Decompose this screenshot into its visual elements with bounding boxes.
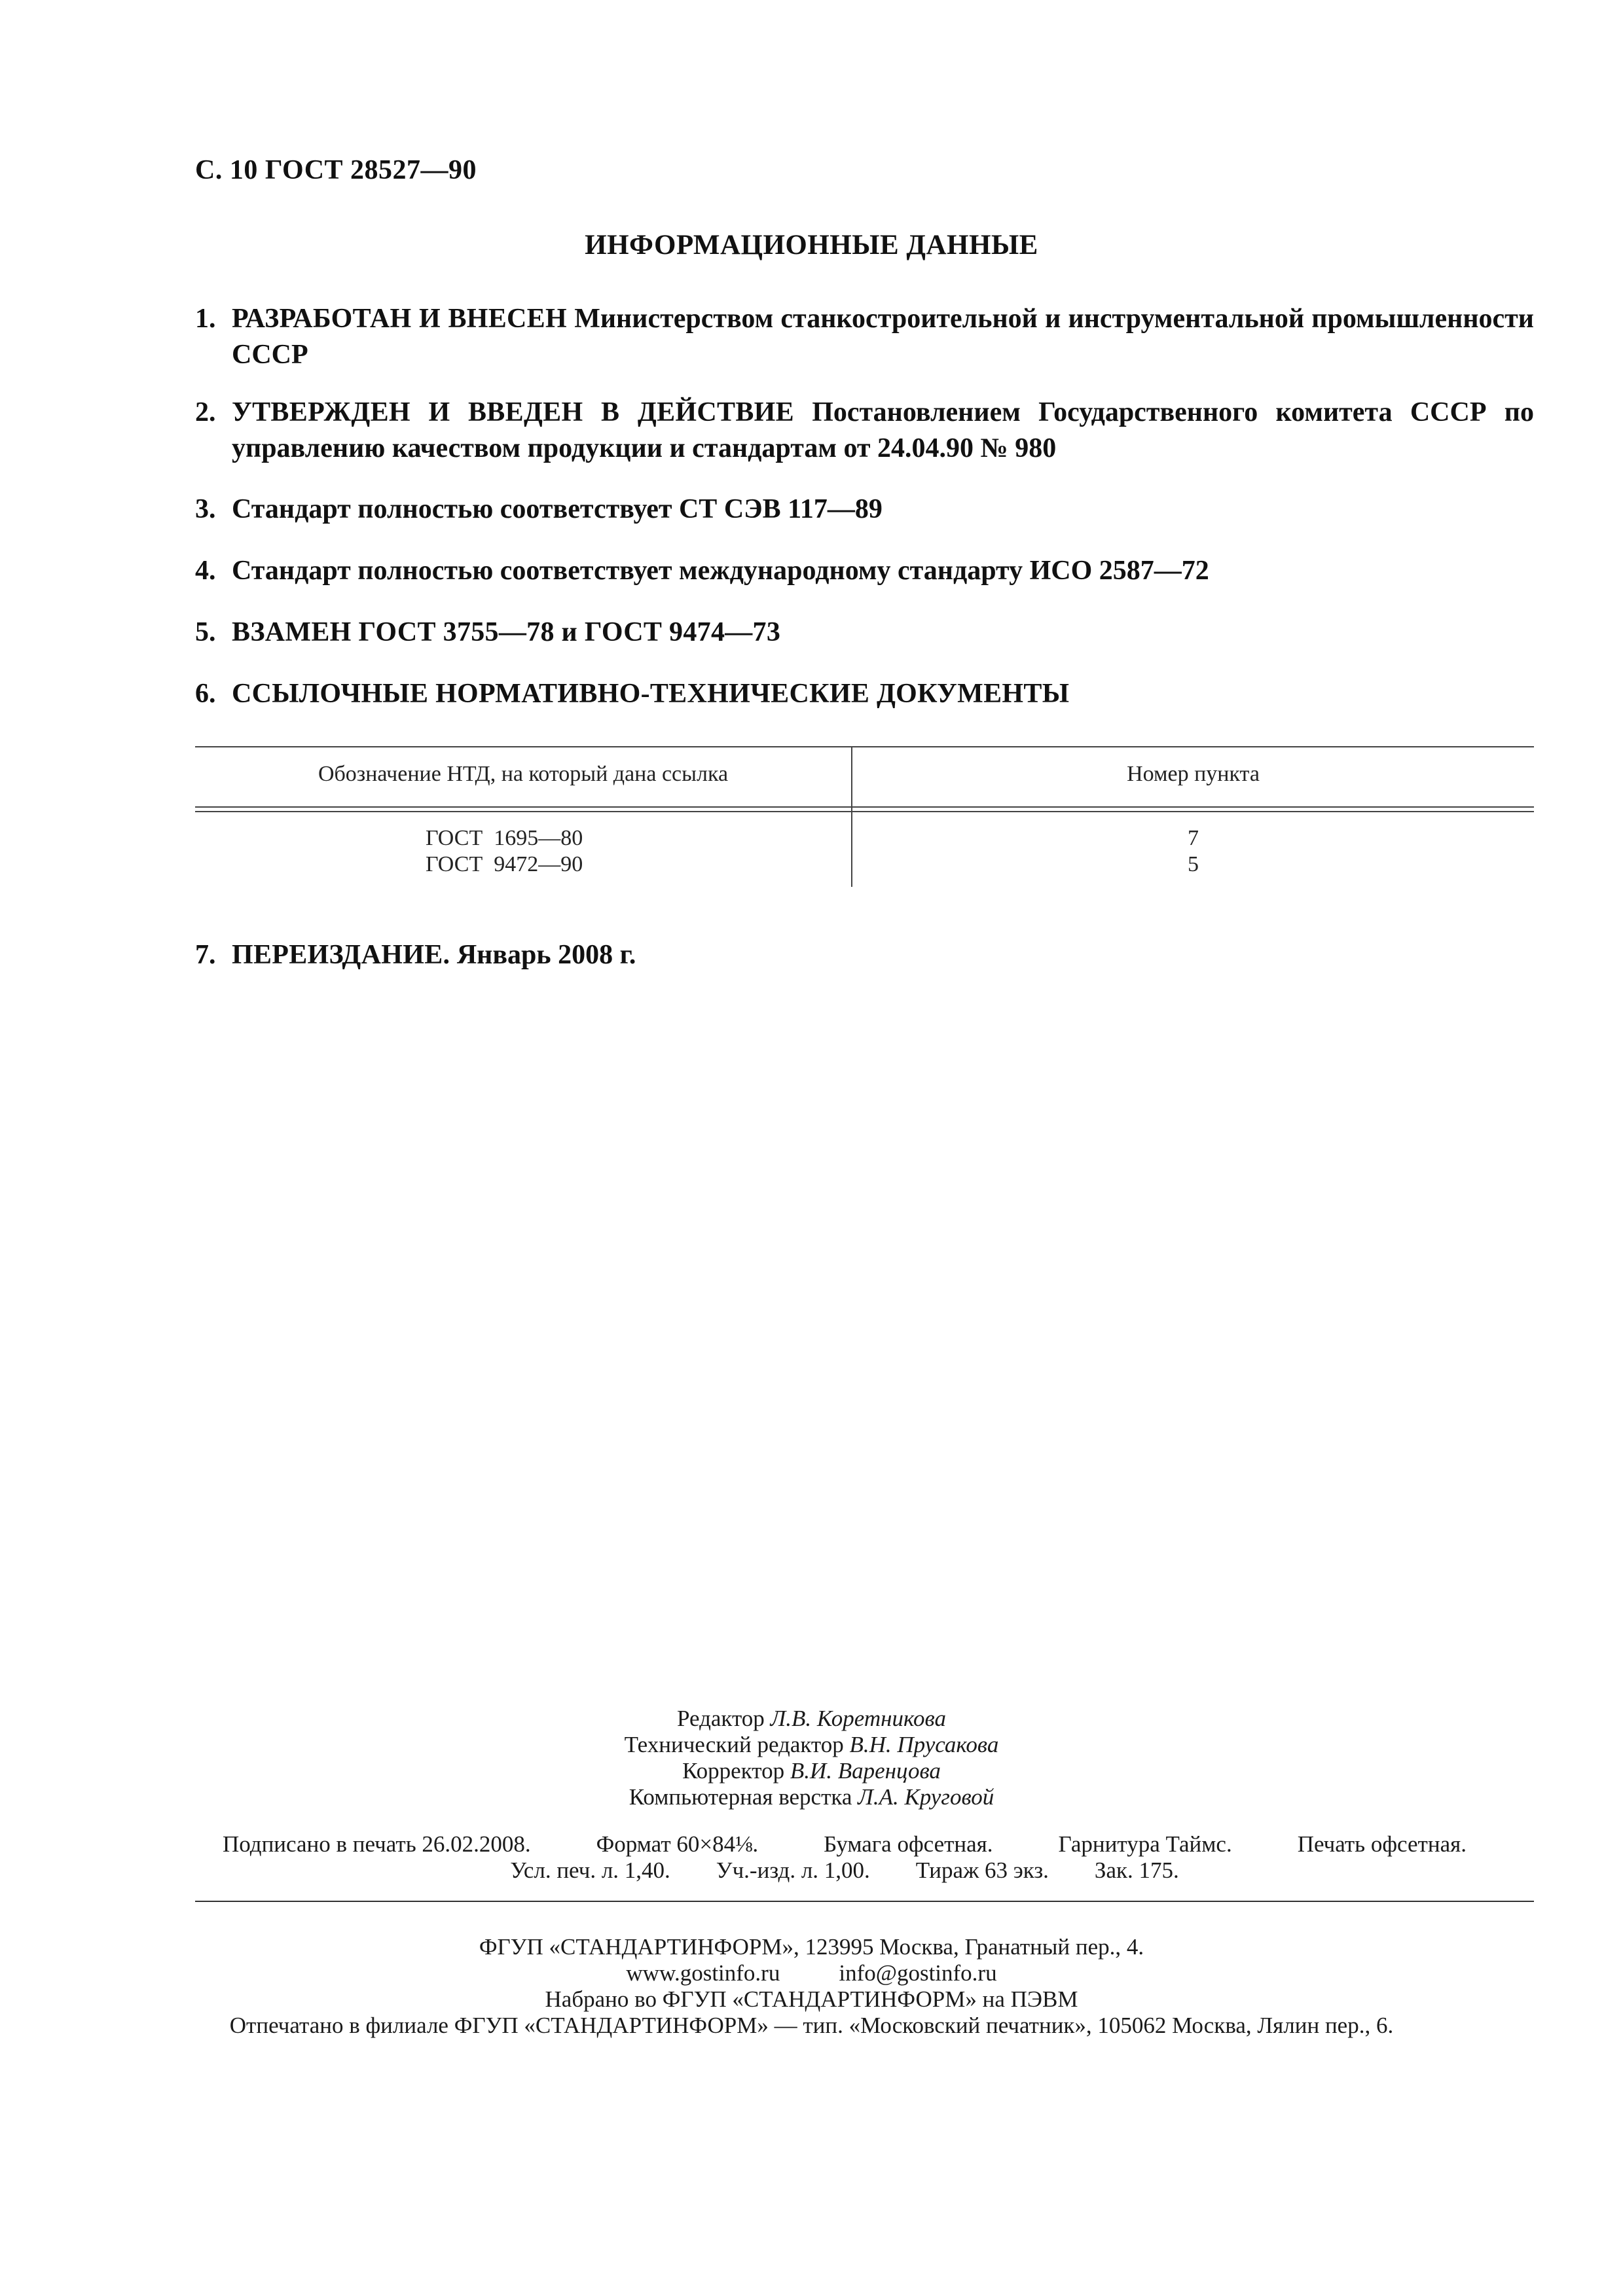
table-cell-document: ГОСТ 1695—80 (426, 826, 583, 850)
item-number: 2. (195, 397, 216, 427)
reference-documents-table (195, 746, 1534, 887)
publisher-email: info@gostinfo.ru (839, 1960, 997, 1986)
imprint-divider (195, 1901, 1534, 1902)
paper-type: Бумага офсетная. (824, 1831, 993, 1857)
credit-name: Л.А. Круговой (858, 1784, 994, 1810)
credits-block (0, 1706, 1623, 1810)
credit-name: В.Н. Прусакова (849, 1732, 999, 1757)
print-info-row (223, 1831, 1467, 1857)
info-item-approved (195, 395, 1534, 467)
info-item-developed (195, 301, 1534, 373)
print-info-block (223, 1831, 1467, 1884)
table-row (195, 826, 1534, 852)
info-item-compliance-iso (195, 553, 1534, 589)
credit-role: Корректор (682, 1758, 790, 1784)
publisher-contacts (0, 1960, 1623, 1986)
paper-format: Формат 60×84⅛. (596, 1831, 759, 1857)
item-caps: ССЫЛОЧНЫЕ НОРМАТИВНО-ТЕХНИЧЕСКИЕ ДОКУМЕНТЫ (232, 679, 1070, 709)
credit-line (0, 1784, 1623, 1810)
item-caps: ВЗАМЕН ГОСТ 3755—78 и ГОСТ 9474—73 (232, 617, 781, 647)
table-cell-clause: 7 (1188, 826, 1199, 850)
signed-date: Подписано в печать 26.02.2008. (223, 1831, 531, 1857)
table-rule (195, 746, 1534, 747)
publisher-website: www.gostinfo.ru (626, 1960, 780, 1986)
info-item-reissue (195, 937, 1534, 973)
page-header: С. 10 ГОСТ 28527—90 (195, 155, 477, 185)
printing-method: Печать офсетная. (1297, 1831, 1467, 1857)
item-text: Стандарт полностью соответствует международному стандарту ИСО 2587—72 (232, 556, 1209, 586)
table-cell-document: ГОСТ 9472—90 (426, 852, 583, 876)
item-number: 6. (195, 679, 216, 709)
item-number: 3. (195, 494, 216, 524)
table-header-document: Обозначение НТД, на который дана ссылка (318, 762, 729, 786)
table-rule (195, 806, 1534, 808)
order-number: Зак. 175. (1094, 1857, 1179, 1883)
credit-role: Технический редактор (624, 1732, 850, 1757)
circulation: Тираж 63 экз. (915, 1857, 1049, 1883)
info-item-references (195, 676, 1534, 712)
typeset-note: Набрано во ФГУП «СТАНДАРТИНФОРМ» на ПЭВМ (545, 1986, 1078, 2012)
printed-note: Отпечатано в филиале ФГУП «СТАНДАРТИНФОРМ» — тип. «Московский печатник», 105062 Москва, Лялин пер., 6. (229, 2013, 1394, 2038)
publisher-block (0, 1934, 1623, 2039)
credit-name: В.И. Варенцова (790, 1758, 941, 1784)
info-item-replaces (195, 615, 1534, 651)
document-title: ИНФОРМАЦИОННЫЕ ДАННЫЕ (585, 230, 1038, 260)
print-sheets: Усл. печ. л. 1,40. (510, 1857, 670, 1883)
item-number: 4. (195, 556, 216, 586)
publisher-address: ФГУП «СТАНДАРТИНФОРМ», 123995 Москва, Гранатный пер., 4. (479, 1934, 1144, 1960)
item-caps: РАЗРАБОТАН И ВНЕСЕН (232, 304, 567, 334)
typeface: Гарнитура Таймс. (1058, 1831, 1232, 1857)
item-caps: УТВЕРЖДЕН И ВВЕДЕН В ДЕЙСТВИЕ (232, 397, 794, 427)
print-info-row (223, 1857, 1467, 1884)
info-item-compliance-sev (195, 492, 1534, 528)
item-text: Министерством станкостроительной и инструментальной промышленности СССР (232, 304, 1534, 370)
item-text: Стандарт полностью соответствует СТ СЭВ 117—89 (232, 494, 883, 524)
credit-line (0, 1706, 1623, 1732)
table-cell-clause: 5 (1188, 852, 1199, 876)
credit-role: Компьютерная верстка (629, 1784, 858, 1810)
credit-line (0, 1732, 1623, 1758)
item-text: Постановлением Государственного комитета СССР по управлению качеством продукции и стандартам от 24.04.90 № 980 (232, 397, 1534, 463)
item-number: 7. (195, 940, 216, 970)
credit-line (0, 1758, 1623, 1784)
publishing-sheets: Уч.-изд. л. 1,00. (716, 1857, 870, 1883)
table-row (195, 852, 1534, 878)
item-number: 1. (195, 304, 216, 334)
table-rule (195, 811, 1534, 812)
credit-role: Редактор (677, 1706, 771, 1731)
item-number: 5. (195, 617, 216, 647)
credit-name: Л.В. Коретникова (770, 1706, 946, 1731)
item-caps: ПЕРЕИЗДАНИЕ. (232, 940, 450, 970)
table-header-clause: Номер пункта (1127, 762, 1260, 786)
item-text: Январь 2008 г. (450, 940, 636, 970)
